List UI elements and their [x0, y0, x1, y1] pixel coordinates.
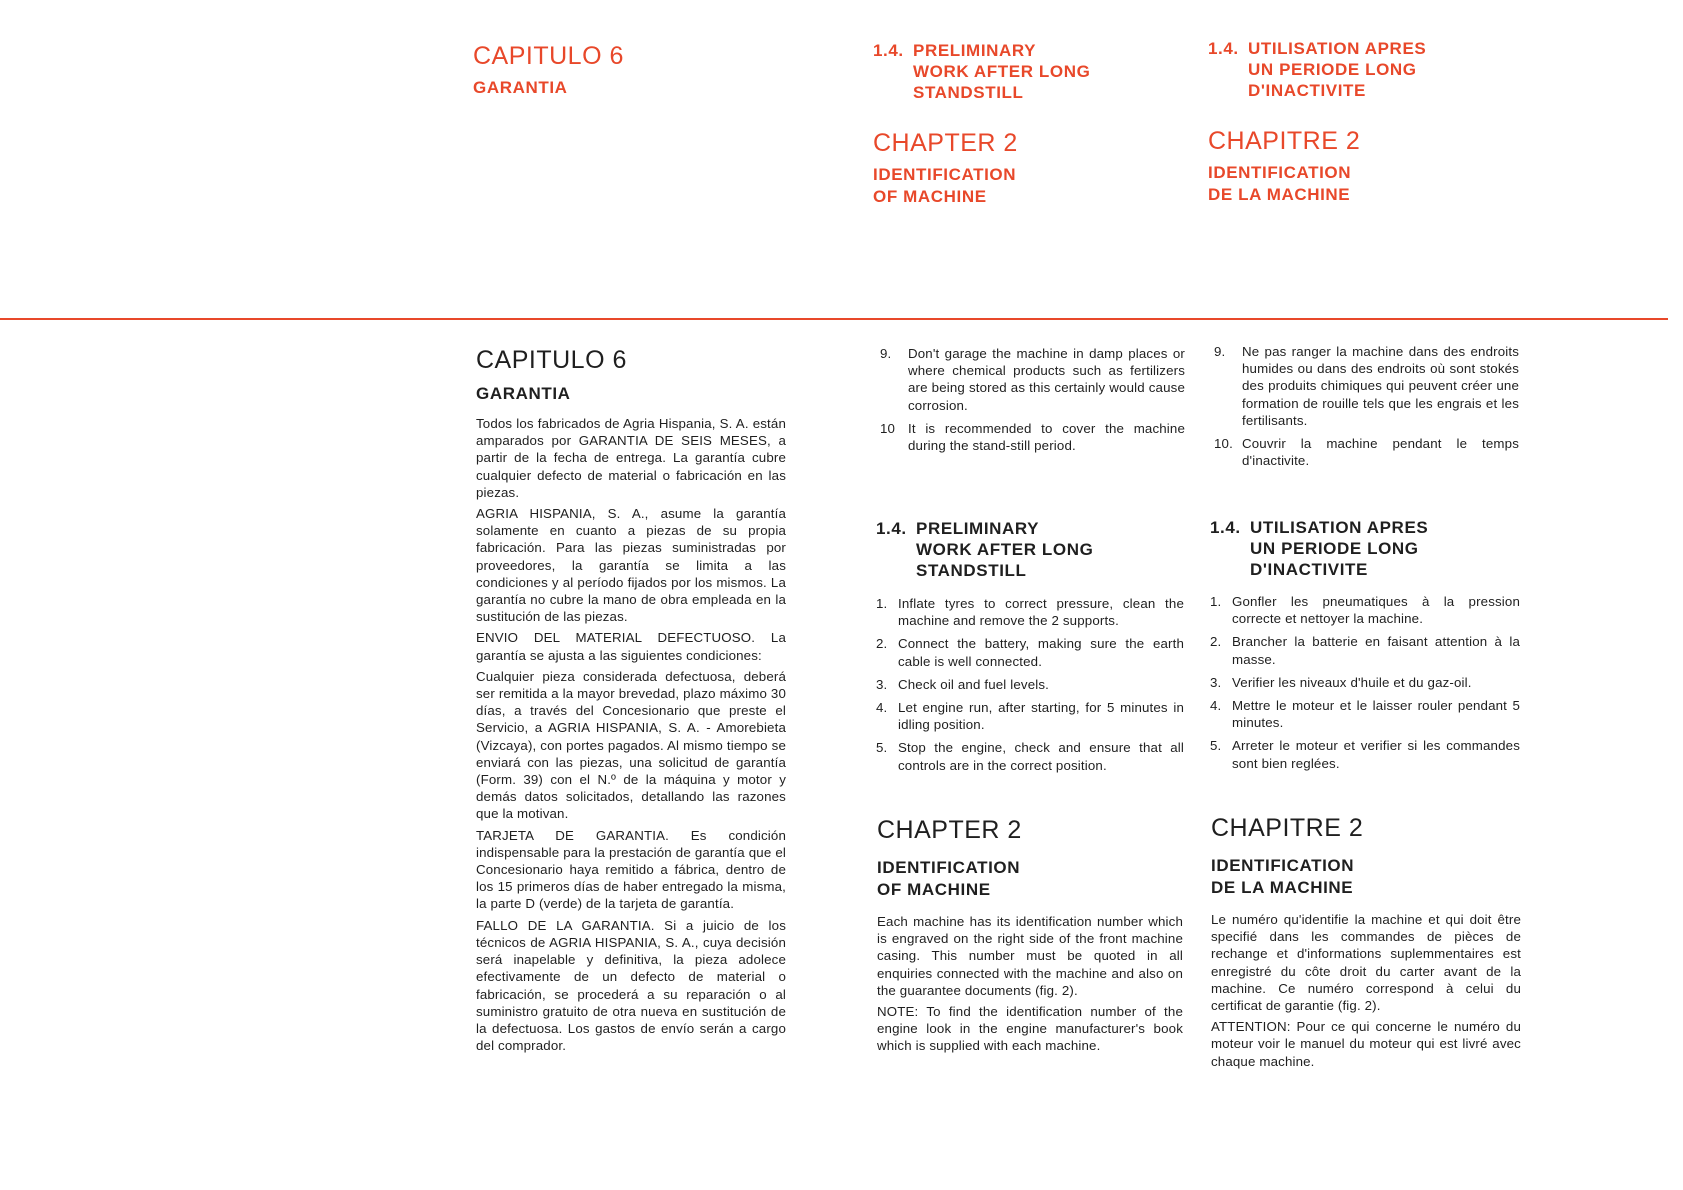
- english-storage-list: [880, 345, 1185, 460]
- french-paragraph: ATTENTION: Pour ce qui concerne le numéro du moteur voir le manuel du moteur qui est livré avec chaque machine.: [1211, 1019, 1521, 1069]
- french-section-number: 1.4.: [1210, 518, 1241, 537]
- red-divider-line: [0, 318, 1668, 320]
- list-item: 5. Stop the engine, check and ensure that all controls are in the correct position.: [876, 740, 1184, 773]
- top-english-section-title-line: STANDSTILL: [913, 83, 1024, 102]
- list-item: 4. Mettre le moteur et le laisser rouler pendant 5 minutes.: [1210, 698, 1520, 731]
- top-english-section-title-line: PRELIMINARY: [913, 41, 1037, 60]
- french-section-title-line: D'INACTIVITE: [1250, 560, 1368, 579]
- english-paragraph: Each machine has its identification number which is engraved on the right side of the front machine casing. This number must be quoted in all enquiries connected with the machine and also on the guarantee documents (fig. 2).: [877, 914, 1183, 998]
- french-chapter-section: [1211, 814, 1521, 1074]
- french-chapter-sub-line: DE LA MACHINE: [1211, 878, 1354, 897]
- french-body: [1211, 911, 1521, 1070]
- top-french-chapter: CHAPITRE 2: [1208, 127, 1361, 155]
- french-chapter-title: CHAPITRE 2: [1211, 814, 1364, 842]
- spanish-chapter-title: CAPITULO 6: [476, 346, 627, 374]
- top-french-chapter-sub-line: DE LA MACHINE: [1208, 184, 1351, 204]
- top-french-section-title-line: UTILISATION APRES: [1248, 39, 1427, 58]
- english-paragraph: NOTE: To find the identification number of the engine look in the engine manufacturer's book which is supplied with each machine.: [877, 1004, 1183, 1054]
- english-section-title-line: WORK AFTER LONG: [916, 540, 1094, 559]
- french-storage-list: [1214, 343, 1519, 475]
- top-french-chapter-sub-line: IDENTIFICATION: [1208, 162, 1352, 182]
- english-steps-list: [876, 595, 1184, 780]
- french-section-heading: [1210, 517, 1428, 580]
- french-section-title-line: UN PERIODE LONG: [1250, 539, 1419, 558]
- top-french-section-title-line: D'INACTIVITE: [1248, 81, 1366, 100]
- french-chapter-sub-line: IDENTIFICATION: [1211, 856, 1355, 875]
- english-chapter-section: [877, 816, 1183, 1059]
- english-chapter-title: CHAPTER 2: [877, 816, 1022, 844]
- top-french-chapter-heading: [1208, 128, 1360, 206]
- spanish-paragraph: Todos los fabricados de Agria Hispania, S. A. están amparados por GARANTIA DE SEIS MESES, a partir de la fecha de entrega. La garantía cubre cualquier defecto de material o fabricación en las piezas.: [476, 416, 786, 500]
- top-spanish-subtitle: GARANTIA: [473, 77, 568, 97]
- list-item: 9. Ne pas ranger la machine dans des endroits humides ou dans des endroits où sont stokés des produits chimiques qui peuvent créer une formation de rouille tels que les engrais et les fertilisants.: [1214, 344, 1519, 428]
- top-english-chapter: CHAPTER 2: [873, 129, 1018, 157]
- spanish-paragraph: AGRIA HISPANIA, S. A., asume la garantía solamente en cuanto a piezas de su propia fabricación. Para las piezas suministradas por proveedores, la garantía se limita a las condiciones y al período fijados por los mismos. La garantía no cubre la mano de obra empleada en la sustitución de las piezas.: [476, 506, 786, 625]
- spanish-paragraph: Cualquier pieza considerada defectuosa, deberá ser remitida a la mayor brevedad, plazo máximo 30 días, a través del Concesionario que preste el Servicio, a AGRIA HISPANIA, S. A. - Amorebieta (Vizcaya), con portes pagados. Al mismo tiempo se enviará con las piezas, una solicitud de garantía (Form. 39) con el N.º de la máquina y motor y demás datos solicitados, detallando las razones que la motivan.: [476, 668, 786, 822]
- list-item: 10. Couvrir la machine pendant le temps d'inactivite.: [1214, 436, 1519, 469]
- english-section-title-line: STANDSTILL: [916, 561, 1027, 580]
- list-item: 3. Verifier les niveaux d'huile et du gaz-oil.: [1210, 674, 1472, 690]
- top-french-section-number: 1.4.: [1208, 39, 1239, 58]
- list-item: 1. Inflate tyres to correct pressure, clean the machine and remove the 2 supports.: [876, 596, 1184, 629]
- top-french-section-title-line: UN PERIODE LONG: [1248, 60, 1417, 79]
- english-body: [877, 913, 1183, 1055]
- top-english-section-title-line: WORK AFTER LONG: [913, 62, 1091, 81]
- top-english-section-heading: [873, 40, 1090, 103]
- english-chapter-sub-line: IDENTIFICATION: [877, 858, 1021, 877]
- spanish-subtitle: GARANTIA: [476, 384, 571, 403]
- english-section-title-line: PRELIMINARY: [916, 519, 1040, 538]
- list-item: 4. Let engine run, after starting, for 5 minutes in idling position.: [876, 700, 1184, 733]
- english-section-number: 1.4.: [876, 519, 907, 538]
- top-spanish-chapter: CAPITULO 6: [473, 42, 624, 70]
- top-english-chapter-sub-line: OF MACHINE: [873, 186, 987, 206]
- list-item: 2. Brancher la batterie en faisant attention à la masse.: [1210, 634, 1520, 667]
- spanish-body: [476, 415, 786, 1054]
- french-section-title-line: UTILISATION APRES: [1250, 518, 1429, 537]
- list-item: 2. Connect the battery, making sure the earth cable is well connected.: [876, 636, 1184, 669]
- spanish-paragraph: FALLO DE LA GARANTIA. Si a juicio de los técnicos de AGRIA HISPANIA, S. A., cuya decisión será inapelable y definitiva, la pieza adolece efectivamente de un defecto de material o fabricación, se procederá a su reparación o al suministro gratuito de otra nueva en sustitución de la defectuosa. Los gastos de envío serán a cargo del comprador.: [476, 917, 786, 1054]
- top-english-chapter-heading: [873, 130, 1018, 208]
- top-english-chapter-sub-line: IDENTIFICATION: [873, 164, 1017, 184]
- top-french-section-heading: [1208, 38, 1426, 101]
- list-item: 1. Gonfler les pneumatiques à la pression correcte et nettoyer la machine.: [1210, 594, 1520, 627]
- list-item: 3. Check oil and fuel levels.: [876, 676, 1049, 692]
- list-item: 10 It is recommended to cover the machine during the stand-still period.: [880, 420, 1185, 454]
- spanish-column: [476, 346, 786, 1058]
- list-item: 5. Arreter le moteur et verifier si les commandes sont bien reglées.: [1210, 738, 1520, 771]
- english-chapter-sub-line: OF MACHINE: [877, 880, 991, 899]
- french-steps-list: [1210, 593, 1520, 778]
- english-section-heading: [876, 518, 1093, 581]
- top-english-section-number: 1.4.: [873, 41, 904, 60]
- spanish-paragraph: ENVIO DEL MATERIAL DEFECTUOSO. La garantía se ajusta a las siguientes condiciones:: [476, 630, 786, 663]
- list-item: 9. Don't garage the machine in damp places or where chemical products such as fertilizers are being stored as this certainly would cause corrosion.: [880, 346, 1185, 413]
- spanish-paragraph: TARJETA DE GARANTIA. Es condición indispensable para la prestación de garantía que el Concesionario haya remitido a fábrica, dentro de los 15 primeros días de haber entregado la misma, la parte D (verde) de la tarjeta de garantía.: [476, 827, 786, 912]
- top-spanish-heading: [473, 43, 624, 99]
- french-paragraph: Le numéro qu'identifie la machine et qui doit être specifié dans les commandes de pièces de rechange et d'informations suplemmentaires est enregistré du côte droit du carter avant de la machine. Ce numéro correspond à celui du certificat de garantie (fig. 2).: [1211, 912, 1521, 1014]
